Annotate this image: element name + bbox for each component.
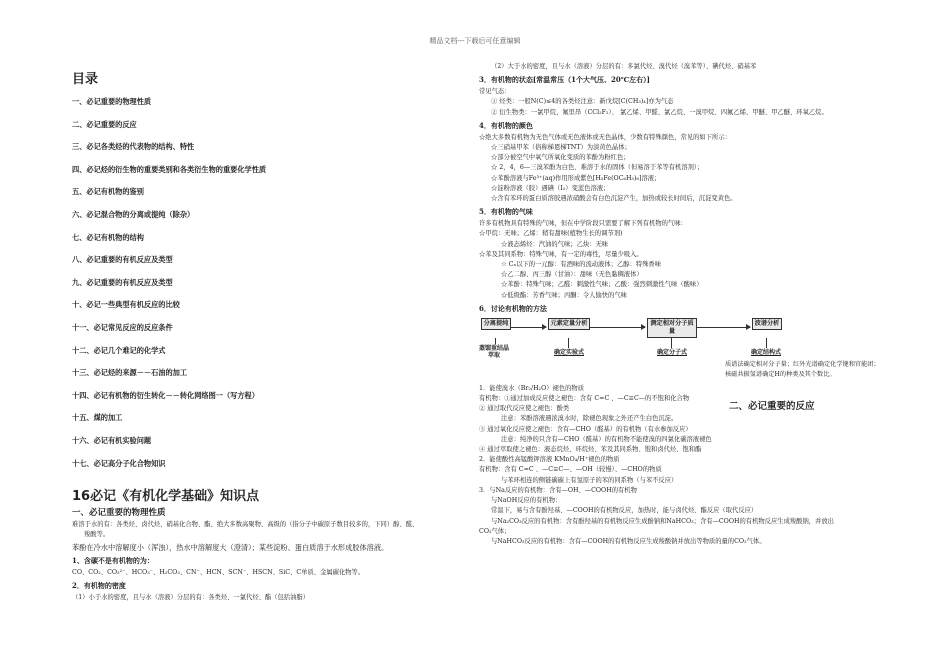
non-organic-list: CO、CO₂、CO₃²⁻、HCO₃⁻、H₂CO₃、CN⁻、HCN、SCN⁻、HSCN、SiC、C单质、金属碳化物等。 xyxy=(72,568,365,576)
react-na2co3: 与Na₂CO₃反应的有机物：含有酚羟基的有机物反应生成酚钠和NaHCO₃；含有—COOH的有机物反应生成羧酸钠，并放出 xyxy=(491,517,834,525)
odor-intro: 许多有机物具有特殊的气味，但在中学阶段只需要了解下列有机物的气味： xyxy=(479,220,687,228)
page-header: 精品文档---下载后可任意编辑 xyxy=(429,37,521,45)
heading-non-organic: 1、含碳不是有机物的为： xyxy=(72,555,154,565)
toc-item[interactable]: 二、必记重要的反应 xyxy=(72,119,137,129)
odor-glycol: ☆乙二醇、丙三醇（甘油）：甜味（无色黏稠液体） xyxy=(501,271,643,279)
toc-item[interactable]: 四、必记烃的衍生物的重要类别和各类衍生物的重要化学性质 xyxy=(72,164,267,174)
odor-methane: ☆甲烷：无味；乙烯：稍有甜味(植物生长的调节剂) xyxy=(479,230,623,238)
heading-odor: 5．有机物的气味 xyxy=(479,207,533,217)
flow-label-structural: 确定结构式 xyxy=(750,348,781,356)
flow-line-3 xyxy=(671,338,672,348)
react-nahco3: 与NaHCO₃反应的有机物：含有—COOH的有机物反应生成羧酸钠并放出等物质的量的CO₂气体。 xyxy=(491,537,766,545)
react-bromine-title: 1．能使溴水（Br₂/H₂O）褪色的物质 xyxy=(479,384,585,392)
react-bromine-extraction: ④ 通过萃取使之褪色：液态烷烃、环烷烃、苯及其同系物、饱和卤代烃、饱和酯 xyxy=(479,446,702,454)
react-kmno4-organic: 有机物：含有 C=C 、—C≡C—、—OH（较慢）、—CHO的物质 xyxy=(479,466,662,474)
heading-density: 2．有机物的密度 xyxy=(72,580,126,590)
toc-item[interactable]: 十二、必记几个难记的化学式 xyxy=(72,345,166,355)
reactions-block xyxy=(479,384,889,547)
odor-phenol: ☆苯酚：特殊气味；乙醛：刺激性气味；乙酸：强烈刺激性气味（酸味） xyxy=(501,281,703,289)
flow-box-separation: 分离提纯 xyxy=(481,318,511,330)
toc-item[interactable]: 十一、必记常见反应的反应条件 xyxy=(72,322,173,332)
section-1-title: 一、必记重要的物理性质 xyxy=(72,508,166,519)
odor-ester: ☆低级酯：芳香气味；丙酮：令人愉快的气味 xyxy=(501,291,627,299)
insoluble-text: 难溶于水的有：各类烃、卤代烃、硝基化合物、酯、绝大多数高聚物、高级的（指分子中碳原子数目较多的，下同）醇、醛、 xyxy=(72,521,419,529)
color-tnt: ☆三硝基甲苯（俗称梯恩梯TNT）为淡黄色晶体； xyxy=(491,144,631,152)
density-greater-text: （2）大于水的密度，且与水（溶液）分层的有：多氯代烃、溴代烃（溴苯等）、碘代烃、硝基苯 xyxy=(491,63,757,70)
flow-label-methods: 蒸馏重结晶萃取 xyxy=(479,344,510,360)
odor-alkene: ☆液态烯烃：汽油的气味；乙炔：无味 xyxy=(501,240,609,248)
flow-line-4 xyxy=(766,338,767,348)
heading-color: 4．有机物的颜色 xyxy=(479,120,533,130)
toc-item[interactable]: 十四、必记有机物的衍生转化－－转化网络图一（写方程） xyxy=(72,390,259,400)
toc-title: 目录 xyxy=(72,72,99,87)
state-common-gas: 常见气态： xyxy=(479,88,511,96)
color-tribromophenol: ☆ 2，4，6—三溴苯酚为白色、难溶于水的固体（但易溶于苯等有机溶剂）； xyxy=(491,164,704,172)
toc-item[interactable]: 五、必记有机物的鉴别 xyxy=(72,187,144,197)
toc-item[interactable]: 十、必记一些典型有机反应的比较 xyxy=(72,300,180,310)
react-bromine-addition: 有机物：①通过加成反应使之褪色：含有 C=C 、—C≡C—的不饱和化合物 xyxy=(479,395,690,403)
flow-label-empirical: 确定实验式 xyxy=(553,348,584,356)
react-na-title: 3．与Na反应的有机物：含有—OH、—COOH的有机物 xyxy=(479,486,637,494)
react-bromine-substitution: ② 通过取代反应使之褪色：酚类 xyxy=(479,405,570,413)
toc-item[interactable]: 十七、必记高分子化合物知识 xyxy=(72,458,166,468)
color-starch-iodine: ☆淀粉溶液（胶）遇碘（I₂）变蓝色溶液； xyxy=(491,184,610,192)
odor-benzene: ☆苯及其同系物：特殊气味，有一定的毒性，尽量少吸入。 xyxy=(479,250,643,258)
flow-line-1 xyxy=(495,338,496,344)
insoluble-text-cont: 羧酸等。 xyxy=(84,531,110,539)
state-hydrocarbons: ① 烃类：一般N(C)≤4的各类烃注意：新戊烷[C(CH₃)₄]亦为气态 xyxy=(491,98,674,106)
react-bromine-oxidation: ③ 通过氧化反应使之褪色：含有—CHO（醛基）的有机物（有水参加反应） xyxy=(479,425,692,433)
color-phenol: ☆部分被空气中氧气所氧化变质的苯酚为粉红色； xyxy=(491,154,630,162)
react-bromine-note2: 注意：纯净的只含有—CHO（醛基）的有机物不能使溴的四氯化碳溶液褪色 xyxy=(501,435,712,443)
density-less-text: （1）小于水的密度，且与水（溶液）分层的有：各类烃、一氯代烃、酯（包括油脂） xyxy=(72,593,309,601)
flow-arrow-2 xyxy=(589,327,645,328)
heading-state: 3．有机物的状态[常温常压（1个大气压、20℃左右）] xyxy=(479,75,650,85)
color-intro: ☆绝大多数有机物为无色气体或无色液体或无色晶体，少数有特殊颜色，常见的如下所示： xyxy=(479,133,731,141)
color-phenol-fe: ☆苯酚溶液与Fe³⁺(aq)作用形成紫色[H₃Fe(OC₆H₅)₆]溶液； xyxy=(491,174,661,182)
toc-item[interactable]: 六、必记混合物的分离或提纯（除杂） xyxy=(72,209,195,219)
heading-method: 6．讨论有机物的方法 xyxy=(479,303,547,313)
spectroscopy-note: 质谱法确定相对分子量；红外光谱确定化学键和官能团；核磁共振氢谱确定H的种类及其个数比。 xyxy=(725,361,880,378)
toc-item[interactable]: 十五、煤的加工 xyxy=(72,413,123,423)
state-derivatives: ② 衍生物类：一氯甲烷、氟里昂（CCl₂F₂）、 氯乙烯、甲醛、氯乙烷、一溴甲烷、四氟乙烯、甲醚、甲乙醚、环氧乙烷。 xyxy=(491,108,828,116)
react-na2co3-cont: CO₂气体； xyxy=(479,527,511,535)
toc-item[interactable]: 十六、必记有机实验问题 xyxy=(72,435,152,445)
toc-item[interactable]: 七、必记有机物的结构 xyxy=(72,232,144,242)
odor-alcohol: ☆ Cₙ以下的一元醇：有酒味的流动液体；乙醇：特殊香味 xyxy=(501,261,662,269)
react-kmno4-benzene: 与苯环相连的侧链碳碳上有氢原子的苯的同系物（与苯不反应） xyxy=(501,476,678,484)
toc-item[interactable]: 九、必记重要的有机反应及类型 xyxy=(72,277,173,287)
toc-list xyxy=(72,97,462,481)
left-column xyxy=(72,62,462,603)
react-kmno4-title: 2．能使酸性高锰酸钾溶液 KMnO₄/H⁺褪色的物质 xyxy=(479,456,620,464)
right-column xyxy=(479,62,889,547)
color-protein: ☆含有苯环的蛋白质溶胶遇浓硝酸会有白色沉淀产生，加热或较长时间后，沉淀变黄色。 xyxy=(491,195,737,203)
flow-box-element: 元素定量分析 xyxy=(548,318,590,330)
react-naoh: 与NaOH反应的有机物： xyxy=(491,497,562,505)
flow-arrow-1 xyxy=(510,327,546,328)
phenol-solubility-text: 苯酚在冷水中溶解度小（浑浊），热水中溶解度大（澄清）；某些淀粉、蛋白质溶于水形成胶体溶液。 xyxy=(72,542,389,552)
react-naoh-detail: 常温下，易与含有酚羟基、—COOH的有机物反应，加热时，能与卤代烃、酯反应（取代反应） xyxy=(491,507,758,515)
section-2-title: 二、必记重要的反应 xyxy=(729,401,815,412)
flow-box-molmass: 测定相对分子质量 xyxy=(647,318,697,338)
flow-label-molecular: 确定分子式 xyxy=(656,348,687,356)
react-bromine-note1: 注意：苯酚溶液遇浓溴水时，除褪色现象之外还产生白色沉淀。 xyxy=(501,415,678,423)
toc-item[interactable]: 一、必记重要的物理性质 xyxy=(72,97,152,106)
toc-item[interactable]: 八、必记重要的有机反应及类型 xyxy=(72,255,173,265)
flow-box-spectra: 波谱分析 xyxy=(752,318,782,330)
flow-arrow-3 xyxy=(696,327,750,328)
flow-line-2 xyxy=(568,338,569,348)
toc-item[interactable]: 三、必记各类烃的代表物的结构、特性 xyxy=(72,142,195,152)
toc-item[interactable]: 十三、必记烃的来源－－石油的加工 xyxy=(72,368,188,378)
main-title: 16必记《有机化学基础》知识点 xyxy=(72,489,260,505)
